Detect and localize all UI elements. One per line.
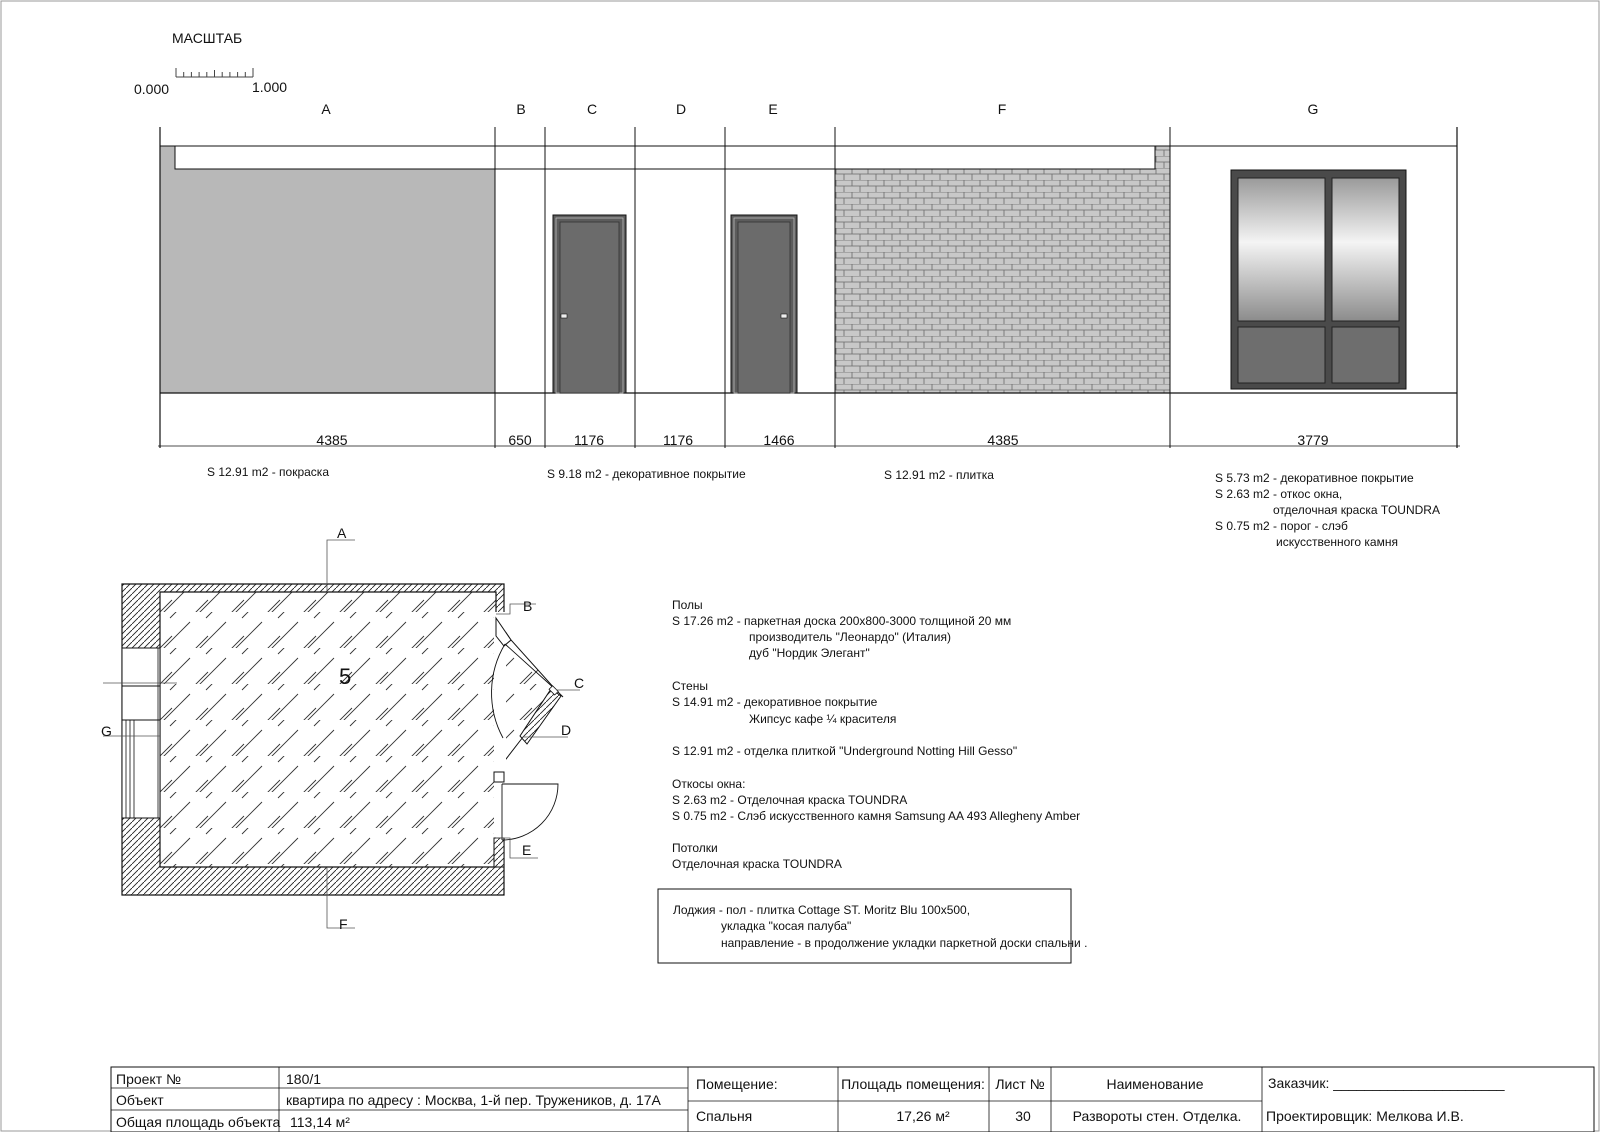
elev-letter-e: E bbox=[768, 101, 778, 117]
customer-label: Заказчик: ______________________ bbox=[1268, 1075, 1505, 1091]
plan-label-g: G bbox=[101, 723, 112, 739]
elev-letter-f: F bbox=[997, 101, 1007, 117]
scale-title: МАСШТАБ bbox=[172, 30, 243, 46]
door-e bbox=[731, 215, 797, 393]
room-area-label: Площадь помещения: bbox=[841, 1076, 985, 1092]
loggia-note-box bbox=[658, 889, 1071, 963]
spec-walls-2: Жипсус кафе ¼ красителя bbox=[749, 712, 897, 726]
note-wall-g-4: S 0.75 m2 - порог - слэб bbox=[1215, 519, 1348, 533]
spec-slopes-2: S 0.75 m2 - Слэб искусственного камня Samsung AA 493 Allegheny Amber bbox=[672, 809, 1081, 823]
spec-walls-title: Стены bbox=[672, 679, 708, 693]
plan-label-e: E bbox=[522, 842, 532, 858]
plan-label-f: F bbox=[339, 916, 348, 932]
ceiling-strip bbox=[175, 146, 1155, 169]
elev-letter-c: C bbox=[586, 101, 598, 117]
name-value: Развороты стен. Отделка. bbox=[1072, 1108, 1242, 1124]
elev-letter-b: B bbox=[516, 101, 526, 117]
note-wall-bcde: S 9.18 m2 - декоративное покрытие bbox=[547, 467, 746, 481]
project-label: Проект № bbox=[116, 1071, 182, 1087]
window-g bbox=[1231, 170, 1406, 389]
dim-c: 1176 bbox=[573, 432, 605, 448]
sheet-value: 30 bbox=[1015, 1108, 1031, 1124]
sheet-label: Лист № bbox=[995, 1076, 1045, 1092]
elev-letter-g: G bbox=[1307, 101, 1319, 117]
spec-slopes-title: Откосы окна: bbox=[672, 777, 746, 791]
plan-label-d: D bbox=[561, 722, 572, 738]
plan-label-c: C bbox=[574, 675, 585, 691]
area-value: 113,14 м² bbox=[290, 1114, 350, 1130]
door-c bbox=[553, 215, 626, 393]
wall-f-tile bbox=[835, 146, 1170, 393]
spec-floors-1: S 17.26 m2 - паркетная доска 200х800-3000 толщиной 20 мм bbox=[672, 614, 1012, 628]
dim-a: 4385 bbox=[316, 432, 348, 448]
scale-start: 0.000 bbox=[134, 81, 170, 97]
plan-label-b: B bbox=[523, 598, 533, 614]
finish-spec bbox=[658, 598, 1087, 963]
spec-ceilings-1: Отделочная краска TOUNDRA bbox=[672, 857, 842, 871]
designer-label: Проектировщик: Мелкова И.В. bbox=[1266, 1108, 1464, 1124]
spec-floors-2: производитель "Леонардо" (Италия) bbox=[749, 630, 951, 644]
dim-d: 1176 bbox=[662, 432, 694, 448]
dim-f: 4385 bbox=[987, 432, 1019, 448]
floor-plan bbox=[101, 525, 584, 932]
spec-walls-3: S 12.91 m2 - отделка плиткой "Underground Notting Hill Gesso" bbox=[672, 744, 1018, 758]
elev-letter-d: D bbox=[675, 101, 687, 117]
wall-elevation bbox=[158, 101, 1460, 549]
area-label: Общая площадь объекта bbox=[116, 1114, 281, 1130]
spec-walls-1: S 14.91 m2 - декоративное покрытие bbox=[672, 695, 878, 709]
scale-bar bbox=[134, 30, 287, 97]
object-value: квартира по адресу : Москва, 1-й пер. Тружеников, д. 17А bbox=[286, 1092, 661, 1108]
loggia-note-1: Лоджия - пол - плитка Cottage ST. Moritz Blu 100х500, bbox=[673, 903, 971, 917]
elev-letter-a: A bbox=[321, 101, 331, 117]
dim-e: 1466 bbox=[763, 432, 795, 448]
note-wall-g-1: S 5.73 m2 - декоративное покрытие bbox=[1215, 471, 1414, 485]
door-swing-e bbox=[502, 784, 558, 840]
title-block bbox=[111, 1067, 1594, 1132]
note-wall-a: S 12.91 m2 - покраска bbox=[207, 465, 329, 479]
dim-b: 650 bbox=[508, 432, 532, 448]
scale-end: 1.000 bbox=[252, 79, 288, 95]
wall-a-paint bbox=[160, 146, 495, 393]
room-number: 5 bbox=[339, 664, 352, 689]
spec-ceilings-title: Потолки bbox=[672, 841, 718, 855]
plan-label-a: A bbox=[337, 525, 347, 541]
loggia-note-3: направление - в продолжение укладки паркетной доски спальни . bbox=[721, 936, 1088, 950]
door-c-handle-icon bbox=[561, 314, 567, 318]
note-wall-g-5: искусственного камня bbox=[1276, 535, 1398, 549]
note-wall-g-3: отделочная краска TOUNDRA bbox=[1273, 503, 1440, 517]
object-label: Объект bbox=[116, 1092, 164, 1108]
loggia-note-2: укладка "косая палуба" bbox=[721, 919, 852, 933]
spec-floors-title: Полы bbox=[672, 598, 703, 612]
room-area-value: 17,26 м² bbox=[896, 1108, 950, 1124]
door-e-handle-icon bbox=[781, 314, 787, 318]
note-wall-f: S 12.91 m2 - плитка bbox=[884, 468, 994, 482]
room-label: Помещение: bbox=[696, 1076, 778, 1092]
project-value: 180/1 bbox=[286, 1071, 322, 1087]
name-label: Наименование bbox=[1106, 1076, 1204, 1092]
plan-window-g bbox=[122, 648, 160, 818]
spec-floors-3: дуб "Нордик Элегант" bbox=[749, 646, 870, 660]
room-value: Спальня bbox=[696, 1108, 753, 1124]
spec-slopes-1: S 2.63 m2 - Отделочная краска TOUNDRA bbox=[672, 793, 908, 807]
note-wall-g-2: S 2.63 m2 - откос окна, bbox=[1215, 487, 1343, 501]
dim-g: 3779 bbox=[1297, 432, 1329, 448]
